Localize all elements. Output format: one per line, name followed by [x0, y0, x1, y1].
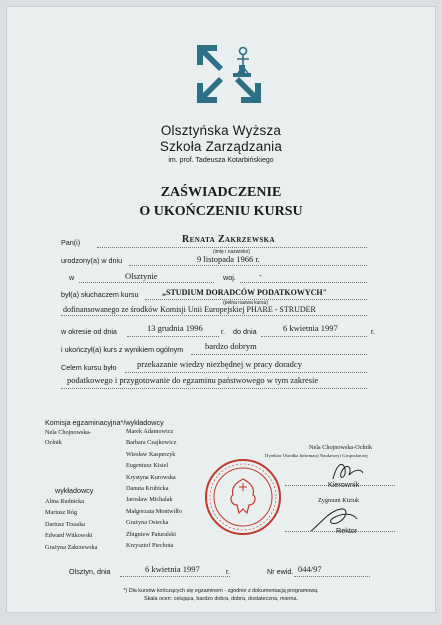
school-logo-icon — [195, 43, 263, 105]
date-r: r. — [226, 567, 230, 576]
commission-chair: Nela Chojnowska-Ocłnik — [45, 429, 92, 446]
commission-name: Marek Adamowicz — [126, 428, 174, 435]
course-value: „STUDIUM DORADCÓW PODATKOWYCH" — [162, 288, 328, 297]
period-r1: r. — [221, 327, 225, 336]
commission-name: Barbara Czajkowicz — [126, 439, 177, 447]
director-name: Nela Chojnowska-Ocłnik — [309, 444, 373, 451]
commission-heading: Komisja egzaminacyjna*/wykładowcy — [45, 418, 164, 427]
footnote-1: *) Dla kursów kończących się egzaminem - zgodnie z dokumentacją programową. — [123, 588, 319, 594]
institution-patron: im. prof. Tadeusza Kotarbińskiego — [168, 157, 274, 164]
funding-text: dofinansowanego ze środków Komisji Unii Europejskiej PHARE - STRUDER — [63, 305, 316, 314]
born-dotline — [129, 265, 367, 266]
place-dotline — [79, 282, 214, 283]
commission-name: Eugeniusz Kisiel — [126, 462, 169, 470]
reg-dotline — [294, 576, 370, 577]
name-label: Pan(i) — [61, 238, 81, 247]
goal-dotline1 — [125, 372, 367, 373]
certificate-title: ZAŚWIADCZENIE — [160, 185, 282, 200]
lecturer-name: Mariusz Róg — [45, 509, 78, 517]
commission-name: Krystyna Kurowska — [126, 473, 176, 481]
name-value: Renata Zakrzewska — [182, 234, 275, 245]
born-value: 9 listopada 1966 r. — [197, 254, 260, 264]
lecturer-name: Grażyna Zakrzewska — [45, 543, 98, 551]
voivodeship-dotline — [240, 282, 367, 283]
lecturers-heading: wykładowcy — [55, 486, 94, 495]
reg-label: Nr ewid. — [267, 567, 294, 576]
institution-line2: Szkoła Zarządzania — [159, 139, 283, 154]
period-to-value: 6 kwietnia 1997 — [283, 323, 338, 333]
born-label: urodzony(a) w dniu — [61, 256, 123, 265]
manager-label: Kierownik — [328, 480, 360, 489]
course-hint: (pełna nazwa kursu) — [223, 300, 269, 306]
period-from-dotline — [127, 336, 219, 337]
period-from-value: 13 grudnia 1996 — [147, 323, 203, 333]
period-r2: r. — [371, 327, 375, 336]
goal-label: Celem kursu było — [61, 363, 117, 372]
goal-line1: przekazanie wiedzy niezbędnej w pracy doradcy — [137, 359, 302, 369]
commission-heading-text: Komisja egzaminacyjna — [45, 418, 121, 427]
official-seal-icon — [203, 457, 283, 537]
result-value: bardzo dobrym — [205, 341, 257, 351]
place-prefix: w — [69, 273, 75, 282]
voivodeship-value: - — [259, 270, 262, 280]
date-dotline — [120, 576, 230, 577]
funding-dotline — [61, 315, 367, 316]
goal-line2: podatkowego i przygotowanie do egzaminu państwowego w tym zakresie — [67, 375, 319, 385]
commission-name: Małgorzata Montwiłło — [126, 507, 182, 515]
commission-name: Grażyna Osiecka — [126, 519, 169, 527]
lecturer-name: Dariusz Trzaska — [45, 520, 86, 528]
voivodeship-label: woj. — [223, 273, 236, 282]
certificate-subtitle: O UKOŃCZENIU KURSU — [139, 204, 303, 219]
reg-value: 044/97 — [298, 564, 322, 574]
commission-left-names — [126, 426, 182, 551]
result-label: i ukończył(a) kurs z wynikiem ogólnym — [61, 345, 184, 354]
place-value: Olsztynie — [125, 271, 158, 281]
name-hint: (imię i nazwisko) — [213, 249, 250, 255]
period-to-label: do dnia — [233, 327, 257, 336]
commission-name: Jarosław Michalak — [126, 496, 173, 504]
footnote-2: Skala ocen: celująca, bardzo dobra, dobra, dostateczna, mierna. — [143, 596, 299, 602]
commission-heading-mark: * — [120, 418, 124, 427]
director-title: Dyrektor Ośrodka Informacji Naukowej i Gospodarczej — [265, 453, 368, 458]
commission-heading-suffix: wykładowcy — [125, 418, 164, 427]
result-dotline — [191, 354, 367, 355]
institution-line1: Olsztyńska Wyższa — [160, 123, 282, 138]
commission-name: Wiesław Kasperzyk — [126, 450, 176, 458]
certificate-page — [6, 6, 436, 613]
lecturer-name: Edward Witkowski — [45, 532, 93, 540]
lecturer-name: Alina Rudnicka — [45, 498, 85, 505]
lecturers-list — [45, 496, 97, 553]
commission-name: Danuta Krubicka — [126, 485, 169, 493]
rector-name: Zygmunt Kiziuk — [318, 497, 360, 504]
date-value: 6 kwietnia 1997 — [145, 564, 200, 574]
name-dotline — [97, 247, 367, 248]
rector-label: Rektor — [336, 526, 358, 535]
goal-dotline2 — [61, 388, 367, 389]
period-label: w okresie od dnia — [61, 327, 117, 336]
period-to-dotline — [261, 336, 367, 337]
place-date-label: Olsztyn, dnia — [69, 567, 111, 576]
course-label: był(a) słuchaczem kursu — [61, 290, 139, 299]
commission-name: Zbigniew Paturalski — [126, 530, 177, 538]
commission-name: Krzysztof Piechota — [126, 542, 174, 550]
